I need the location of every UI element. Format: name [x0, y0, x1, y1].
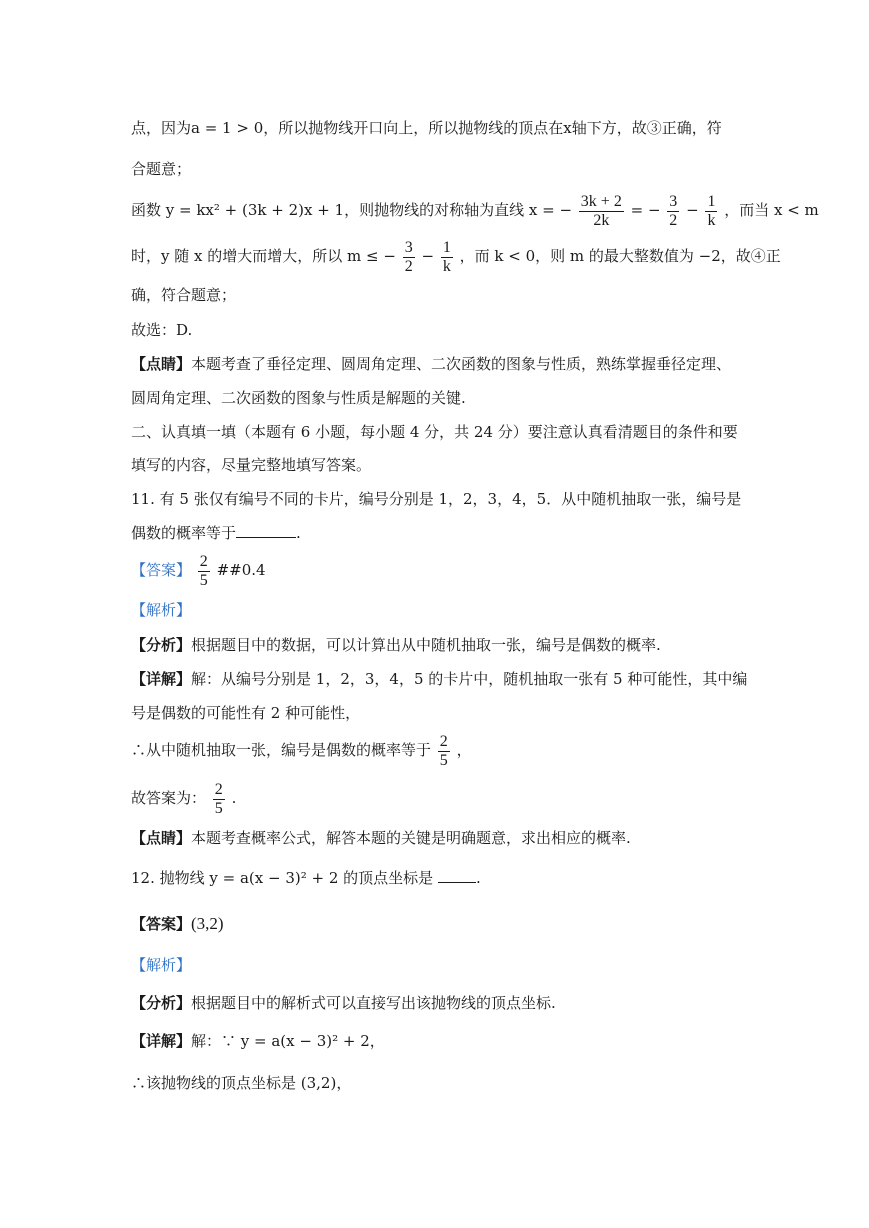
formula-line: [131, 236, 781, 276]
text-line: [131, 826, 738, 850]
text-line: [131, 521, 738, 545]
fraction: $\frac{1}{k}$: [442, 238, 451, 275]
fraction: $\frac{3}{2}$: [669, 192, 678, 229]
fraction: $\frac{2}{5}$: [214, 780, 223, 817]
answer-value: (3,2): [191, 914, 224, 933]
text: −: [686, 201, 699, 219]
section-tag: 【详解】: [131, 670, 192, 688]
section-tag: 【点睛】: [131, 355, 192, 373]
formula-line: [131, 190, 819, 230]
fraction: $\frac{2}{5}$: [439, 732, 448, 769]
fraction: $\frac{3k + 2}{2k}$: [580, 192, 622, 229]
text: .: [475, 869, 481, 887]
text: 根据题目中的数据，可以计算出从中随机抽取一张，编号是偶数的概率.: [191, 636, 661, 654]
text: 合题意；: [131, 160, 192, 178]
section-tag: 【分析】: [131, 994, 192, 1012]
answer-11: [131, 550, 738, 590]
text: 12. 抛物线 y = a(x − 3)² + 2 的顶点坐标是: [131, 869, 434, 887]
answer-12: [131, 912, 738, 936]
section-tag: 【解析】: [131, 956, 192, 974]
text: ∴该抛物线的顶点坐标是 (3,2)，: [131, 1074, 352, 1092]
text-line: [131, 598, 738, 622]
text: .: [296, 524, 301, 542]
text: 点，因为a = 1 > 0，所以抛物线开口向上，所以抛物线的顶点在x轴下方，故③正确，符: [131, 119, 722, 137]
text-line: [131, 420, 738, 444]
text: 圆周角定理、二次函数的图象与性质是解题的关键.: [131, 389, 466, 407]
section-tag: 【解析】: [131, 601, 192, 619]
text-line: [131, 991, 738, 1015]
text: ∴从中随机抽取一张，编号是偶数的概率等于: [131, 741, 432, 759]
text: ，而 k < 0，则 m 的最大整数值为 −2，故④正: [459, 247, 781, 265]
section-tag: 【点睛】: [131, 829, 192, 847]
answer-blank: [438, 868, 476, 883]
text-line: [131, 283, 738, 307]
formula-line: [131, 730, 738, 770]
text-line: [131, 667, 748, 691]
text: ##0.4: [216, 561, 266, 579]
text-line: [131, 453, 738, 477]
text: 根据题目中的解析式可以直接写出该抛物线的顶点坐标.: [191, 994, 556, 1012]
text: ，: [456, 741, 472, 759]
text: 本题考查概率公式，解答本题的关键是明确题意，求出相应的概率.: [191, 829, 631, 847]
text: 解：∵ y = a(x − 3)² + 2，: [191, 1032, 385, 1050]
formula-line: [131, 778, 738, 818]
text: 故答案为：: [131, 789, 207, 807]
fraction: $\frac{1}{k}$: [707, 192, 716, 229]
fraction: $\frac{2}{5}$: [199, 552, 208, 589]
fraction: $\frac{3}{2}$: [404, 238, 413, 275]
section-tag: 【分析】: [131, 636, 192, 654]
text: ，而当 x < m: [724, 201, 819, 219]
text: −: [421, 247, 435, 265]
question-12: [131, 866, 738, 890]
text-line: [131, 701, 738, 725]
text: 时，y 随 x 的增大而增大，所以 m ≤ −: [131, 247, 396, 265]
text-line: [131, 116, 738, 140]
text: 号是偶数的可能性有 2 种可能性，: [131, 704, 361, 722]
text-line: [131, 1071, 738, 1095]
text-line: [131, 352, 738, 376]
text: 解：从编号分别是 1，2，3，4，5 的卡片中，随机抽取一张有 5 种可能性，其中编: [191, 670, 748, 688]
text: 函数 y = kx² + (3k + 2)x + 1，则抛物线的对称轴为直线 x = −: [131, 201, 573, 219]
text: 二、认真填一填（本题有 6 小题，每小题 4 分，共 24 分）要注意认真看清题目的条件和要: [131, 423, 738, 441]
text: 确，符合题意；: [131, 286, 237, 304]
text-line: [131, 1029, 738, 1053]
text-line: [131, 953, 738, 977]
text: 故选：D.: [131, 321, 193, 339]
text: = −: [630, 201, 661, 219]
text: 11. 有 5 张仅有编号不同的卡片，编号分别是 1，2，3，4，5．从中随机抽取一张，编号是: [131, 490, 742, 508]
answer-blank: [236, 523, 296, 538]
text: 偶数的概率等于: [131, 524, 237, 542]
answer-tag: 【答案】: [131, 915, 192, 933]
text-line: [131, 386, 738, 410]
text: 填写的内容，尽量完整地填写答案。: [131, 456, 372, 474]
section-tag: 【详解】: [131, 1032, 192, 1050]
text-line: [131, 157, 738, 181]
text: .: [231, 789, 237, 807]
answer-tag: 【答案】: [131, 561, 192, 579]
question-11: [131, 487, 742, 511]
text-line: [131, 318, 738, 342]
text: 本题考查了垂径定理、圆周角定理、二次函数的图象与性质，熟练掌握垂径定理、: [191, 355, 732, 373]
text-line: [131, 633, 738, 657]
